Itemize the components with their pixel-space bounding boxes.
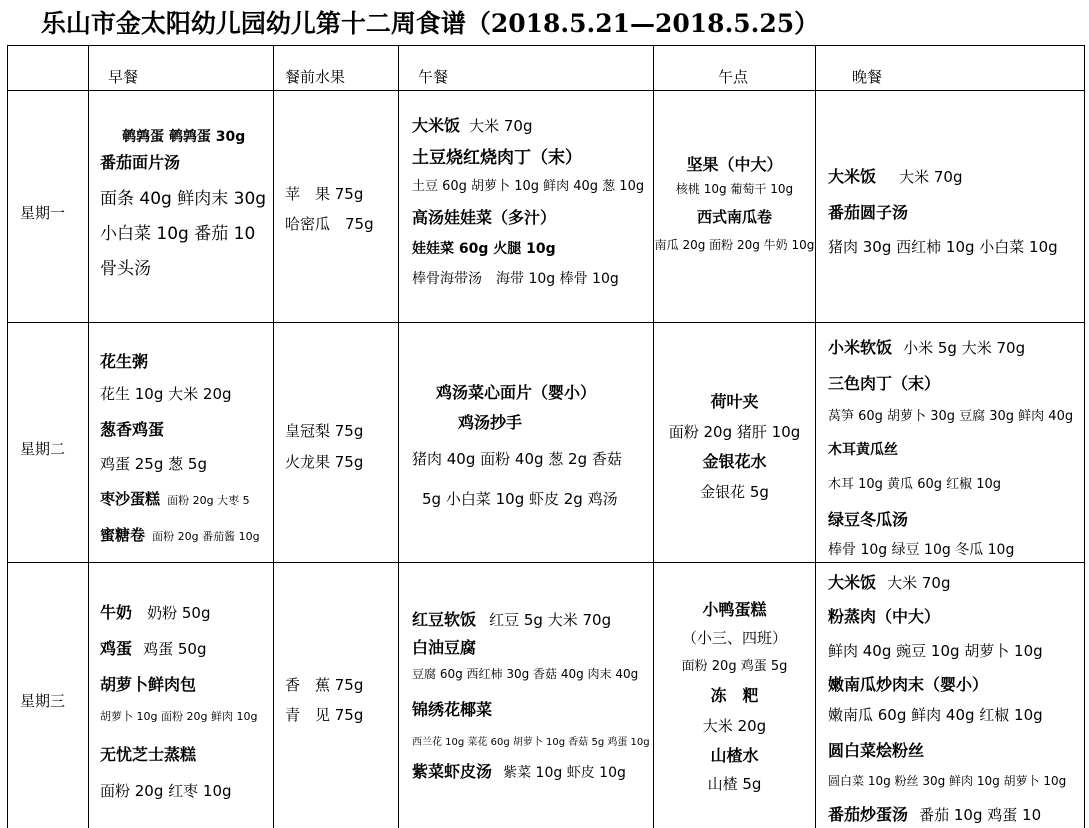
ingredients: 鲜肉 40g 豌豆 10g 胡萝卜 10g <box>828 642 1043 660</box>
ingredients: 嫩南瓜 60g 鲜肉 40g 红椒 10g <box>828 706 1043 724</box>
header-fruit: 餐前水果 <box>285 68 346 86</box>
dish-name: 嫩南瓜炒肉末（婴小） <box>828 675 989 694</box>
ingredients: 西兰花 10g 菜花 60g 胡萝卜 10g 香菇 5g 鸡蛋 10g <box>412 737 650 748</box>
header-breakfast: 早餐 <box>108 68 139 86</box>
ingredients: 大米 70g <box>899 168 963 186</box>
ingredients: 猪肉 40g 面粉 40g 葱 2g 香菇 <box>412 450 622 468</box>
table-border-top <box>7 45 1085 46</box>
dish-name: 骨头汤 <box>100 259 151 279</box>
column-divider <box>273 45 274 828</box>
dish-name: 白油豆腐 <box>412 638 477 657</box>
ingredients: 面粉 20g 大枣 5 <box>167 494 250 507</box>
ingredients: 圆白菜 10g 粉丝 30g 鲜肉 10g 胡萝卜 10g <box>828 774 1067 788</box>
dish-name: 山楂水 <box>710 746 759 765</box>
dish-name: 坚果（中大） <box>686 155 783 174</box>
dish-name: 锦绣花椰菜 <box>412 700 493 719</box>
fruit-item: 香 蕉 75g <box>285 676 364 694</box>
day-label-wednesday: 星期三 <box>20 692 66 710</box>
dish-name: 牛奶 <box>100 603 133 622</box>
tue-fruit-cell <box>285 420 395 481</box>
column-divider <box>398 45 399 828</box>
dish-name: 鸡蛋 <box>100 639 133 658</box>
header-row-divider <box>7 90 1085 91</box>
day-label-monday: 星期一 <box>20 204 66 222</box>
mon-fruit-cell <box>285 183 395 243</box>
dish-name: 鸡汤菜心面片（婴小） <box>436 383 597 402</box>
ingredients: 核桃 10g 葡萄干 10g <box>675 182 794 196</box>
dish-name: 小米软饭 <box>828 338 893 357</box>
ingredients: （小三、四班） <box>681 629 787 647</box>
dish-name: 圆白菜烩粉丝 <box>828 741 925 760</box>
dish-name: 番茄面片汤 <box>100 153 181 172</box>
ingredients: 奶粉 50g <box>147 604 211 622</box>
ingredients: 胡萝卜 10g 面粉 20g 鲜肉 10g <box>100 710 258 723</box>
dish-name: 花生粥 <box>100 352 149 371</box>
mon-snack-cell <box>654 152 815 260</box>
ingredients: 山楂 5g <box>707 775 762 793</box>
ingredients: 猪肉 30g 西红柿 10g 小白菜 10g <box>828 238 1058 256</box>
dish-name: 木耳黄瓜丝 <box>828 442 898 458</box>
ingredients: 娃娃菜 60g 火腿 10g <box>412 241 556 257</box>
day-label-tuesday: 星期二 <box>20 440 66 458</box>
wed-fruit-cell <box>285 674 395 734</box>
ingredients: 鸡蛋 25g 葱 5g <box>100 455 207 473</box>
page-title: 乐山市金太阳幼儿园幼儿第十二周食谱（2018.5.21—2018.5.25） <box>40 9 820 38</box>
tue-breakfast-cell <box>100 349 272 554</box>
ingredients: 大米 20g <box>702 717 767 735</box>
ingredients: 番茄 10g 鸡蛋 10 <box>919 806 1042 824</box>
ingredients: 棒骨 10g 绿豆 10g 冬瓜 10g <box>828 542 1015 558</box>
header-lunch: 午餐 <box>418 68 449 86</box>
dish-name: 金银花水 <box>702 452 767 471</box>
ingredients: 莴笋 60g 胡萝卜 30g 豆腐 30g 鲜肉 40g <box>828 409 1074 424</box>
dish-name: 枣沙蛋糕 <box>100 490 161 508</box>
wed-dinner-cell <box>828 570 1082 828</box>
row-divider-mon <box>7 322 1085 323</box>
dish-name: 番茄圆子汤 <box>828 203 909 222</box>
ingredients: 小白菜 10g 番茄 10 <box>100 224 256 244</box>
ingredients: 花生 10g 大米 20g <box>100 385 232 403</box>
dish-name: 大米饭 <box>828 573 877 592</box>
dish-name: 小鸭蛋糕 <box>702 600 767 619</box>
dish-name: 荷叶夹 <box>710 392 759 411</box>
ingredients: 鸡蛋 50g <box>143 640 207 658</box>
ingredients: 大米 70g <box>887 574 951 592</box>
ingredients: 面条 40g 鲜肉末 30g <box>100 189 267 209</box>
fruit-item: 火龙果 75g <box>285 453 364 471</box>
ingredients: 5g 小白菜 10g 虾皮 2g 鸡汤 <box>422 490 618 508</box>
dish-name: 三色肉丁（末） <box>828 374 941 393</box>
fruit-item: 青 见 75g <box>285 706 364 724</box>
mon-breakfast-cell <box>100 126 270 289</box>
header-snack: 午点 <box>718 68 749 86</box>
fruit-item: 苹 果 75g <box>285 185 364 203</box>
ingredients: 面粉 20g 红枣 10g <box>100 782 232 800</box>
ingredients: 金银花 5g <box>700 483 769 501</box>
column-divider <box>88 45 89 828</box>
ingredients: 大米 70g <box>469 117 533 135</box>
dish-name: 蜜糖卷 <box>100 526 146 544</box>
ingredients: 土豆 60g 胡萝卜 10g 鲜肉 40g 葱 10g <box>412 179 645 194</box>
dish-name: 粉蒸肉（中大） <box>828 607 941 626</box>
wed-breakfast-cell <box>100 600 272 810</box>
ingredients: 豆腐 60g 西红柿 30g 香菇 40g 肉末 40g <box>412 667 639 681</box>
dish-name: 土豆烧红烧肉丁（末） <box>412 148 582 168</box>
tue-snack-cell <box>654 389 815 509</box>
dish-name: 鸡汤抄手 <box>458 413 523 432</box>
mon-lunch-cell <box>412 113 650 296</box>
ingredients: 南瓜 20g 面粉 20g 牛奶 10g <box>654 238 815 252</box>
table-border-left <box>7 45 8 828</box>
ingredients: 面粉 20g 猪肝 10g <box>668 423 801 441</box>
dish-name: 棒骨海带汤 海带 10g 棒骨 10g <box>412 271 619 287</box>
dish-name: 高汤娃娃菜（多汁） <box>412 208 557 227</box>
ingredients: 紫菜 10g 虾皮 10g <box>503 765 626 781</box>
fruit-item: 皇冠梨 75g <box>285 422 364 440</box>
dish-name: 冻 粑 <box>710 686 759 705</box>
ingredients: 红豆 5g 大米 70g <box>489 611 612 629</box>
table-border-right <box>1084 45 1085 828</box>
dish-name: 紫菜虾皮汤 <box>412 762 493 781</box>
dish-name: 葱香鸡蛋 <box>100 420 165 439</box>
header-dinner: 晚餐 <box>852 68 883 86</box>
dish-name: 绿豆冬瓜汤 <box>828 510 909 529</box>
dish-name: 红豆软饭 <box>412 610 477 629</box>
ingredients: 面粉 20g 番茄酱 10g <box>152 530 260 543</box>
dish-name: 大米饭 <box>828 167 877 186</box>
tue-dinner-cell <box>828 335 1082 563</box>
dish-name: 番茄炒蛋汤 <box>828 805 909 824</box>
ingredients: 面粉 20g 鸡蛋 5g <box>681 659 788 674</box>
dish-name: 大米饭 <box>412 116 461 135</box>
wed-lunch-cell <box>412 607 652 787</box>
dish-name: 鹌鹑蛋 鹌鹑蛋 30g <box>122 129 246 145</box>
mon-dinner-cell <box>828 164 1082 266</box>
column-divider <box>815 45 816 828</box>
ingredients: 木耳 10g 黄瓜 60g 红椒 10g <box>828 477 1002 492</box>
tue-lunch-cell <box>412 380 652 518</box>
wed-snack-cell <box>654 597 815 799</box>
dish-name: 无忧芝士蒸糕 <box>100 745 197 764</box>
fruit-item: 哈密瓜 75g <box>285 215 374 233</box>
dish-name: 胡萝卜鲜肉包 <box>100 675 197 694</box>
dish-name: 西式南瓜卷 <box>696 208 772 226</box>
ingredients: 小米 5g 大米 70g <box>903 339 1026 357</box>
